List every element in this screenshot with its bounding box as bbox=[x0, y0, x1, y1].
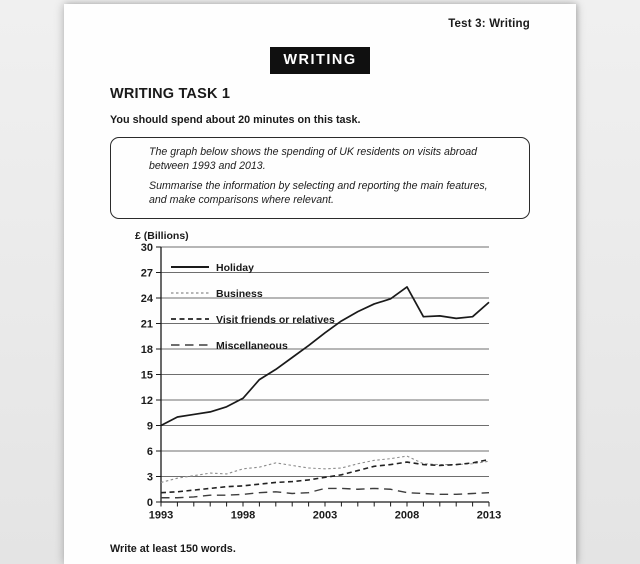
y-tick-label-9: 9 bbox=[146, 420, 153, 433]
legend-label-visit-friends-or-relatives: Visit friends or relatives bbox=[216, 313, 335, 326]
spending-line-chart bbox=[133, 229, 511, 523]
y-tick-label-0: 0 bbox=[146, 496, 153, 509]
y-axis-title: £ (Billions) bbox=[135, 229, 189, 242]
legend-label-miscellaneous: Miscellaneous bbox=[216, 339, 288, 352]
y-tick-label-3: 3 bbox=[146, 471, 153, 484]
word-count-note: Write at least 150 words. bbox=[110, 542, 236, 555]
prompt-line-1: The graph below shows the spending of UK residents on visits abroad between 1993 and 2013. bbox=[149, 146, 478, 172]
page-header bbox=[110, 4, 530, 30]
book-page bbox=[64, 4, 576, 564]
writing-section-banner: WRITING bbox=[270, 47, 369, 74]
prompt-line-2: Summarise the information by selecting and reporting the main features, and make comparisons where relevant. bbox=[149, 179, 488, 206]
y-tick-label-6: 6 bbox=[146, 445, 153, 458]
x-tick-label-1998: 1998 bbox=[230, 509, 256, 522]
chart-container bbox=[133, 229, 530, 528]
x-tick-label-2013: 2013 bbox=[476, 509, 502, 522]
banner-row bbox=[110, 47, 530, 74]
miscellaneous-line bbox=[161, 488, 489, 497]
x-tick-label-2008: 2008 bbox=[394, 509, 420, 522]
y-tick-label-30: 30 bbox=[140, 241, 153, 254]
x-tick-label-1993: 1993 bbox=[148, 509, 174, 522]
page-header-label: Test 3: Writing bbox=[448, 18, 530, 30]
business-line bbox=[161, 456, 489, 482]
y-tick-label-15: 15 bbox=[140, 369, 153, 382]
y-tick-label-12: 12 bbox=[140, 394, 153, 407]
y-tick-label-24: 24 bbox=[140, 292, 153, 305]
task-prompt-box bbox=[110, 137, 530, 219]
task-title: WRITING TASK 1 bbox=[110, 86, 231, 102]
time-note: You should spend about 20 minutes on this task. bbox=[110, 114, 361, 126]
legend-label-business: Business bbox=[216, 287, 263, 300]
x-tick-label-2003: 2003 bbox=[312, 509, 338, 522]
y-tick-label-18: 18 bbox=[140, 343, 153, 356]
y-tick-label-21: 21 bbox=[140, 318, 153, 331]
y-tick-label-27: 27 bbox=[140, 267, 153, 280]
holiday-line bbox=[161, 287, 489, 426]
legend-label-holiday: Holiday bbox=[216, 261, 254, 274]
